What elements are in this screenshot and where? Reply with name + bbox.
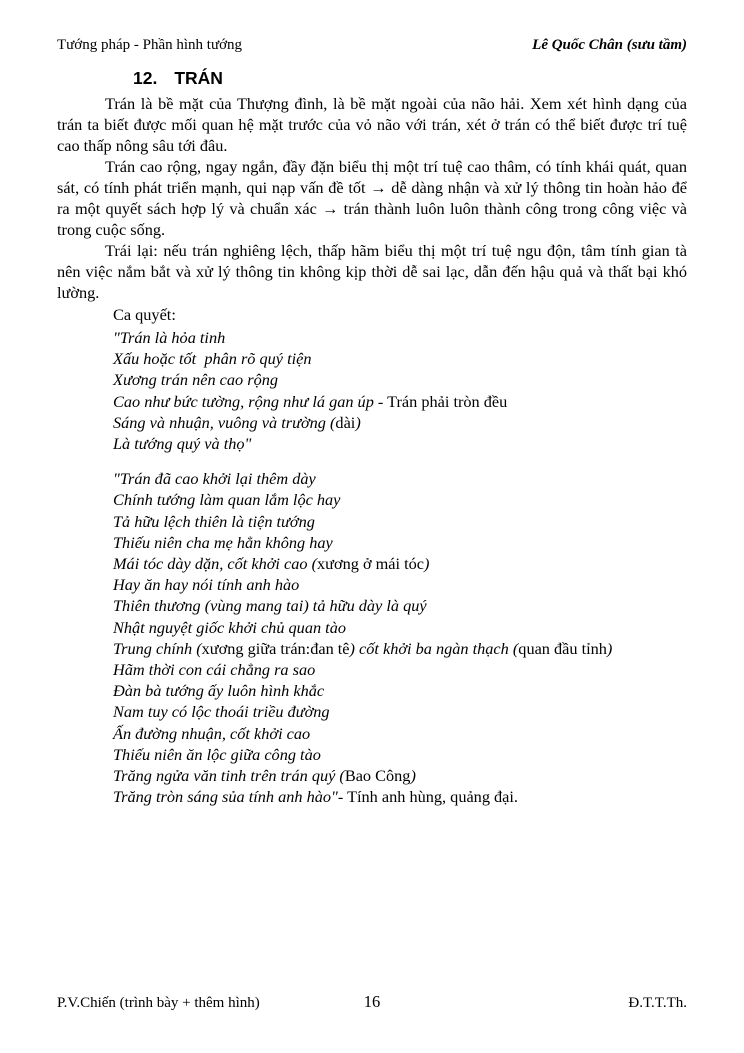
ca-quyet-label: Ca quyết:	[113, 305, 176, 324]
verse-line: Hay ăn hay nói tính anh hào	[113, 575, 300, 595]
header-left-title: Tướng pháp - Phần hình tướng	[57, 37, 243, 53]
verse-2	[113, 468, 687, 807]
section-title: TRÁN	[174, 68, 223, 88]
paragraph: Trán là bề mặt của Thượng đình, là bề mặt ngoài của não hải. Xem xét hình dạng của trán ta biết được mối quan hệ mặt trước của vỏ não với trán, xét ở trán có thể biết được trí tuệ cao thấp nông sâu tới đâu.	[57, 94, 687, 155]
section-number: 12.	[133, 68, 158, 88]
verse-line: Nam tuy có lộc thoái triều đường	[113, 702, 330, 722]
verse-line: Là tướng quý và thọ"	[113, 434, 252, 454]
verse-line: Cao như bức tường, rộng như lá gan úp - Trán phải tròn đều	[113, 391, 508, 411]
page-header	[57, 36, 687, 55]
verse-line: Thiếu niên cha mẹ hẳn không hay	[113, 532, 333, 552]
verse-line: Đàn bà tướng ấy luôn hình khắc	[113, 681, 325, 701]
footer-right-initials: Đ.T.T.Th.	[628, 995, 687, 1011]
verse-line: Thiếu niên ăn lộc giữa công tào	[113, 744, 321, 764]
verse-line: "Trán đã cao khởi lại thêm dày	[113, 469, 316, 489]
verse-line: Xương trán nên cao rộng	[113, 370, 278, 390]
paragraph: Trái lại: nếu trán nghiêng lệch, thấp hãm biểu thị một trí tuệ ngu độn, tâm tính gian tà nên việc nắm bắt và xử lý thông tin không kịp thời dễ sai lạc, dẫn đến hậu quả và thất bại khó lường.	[57, 241, 687, 302]
verse-line: Tả hữu lệch thiên là tiện tướng	[113, 511, 315, 531]
verse-line: Trăng ngửa văn tinh trên trán quý (Bao Công)	[113, 766, 416, 786]
footer-left-credit: P.V.Chiến (trình bày + thêm hình)	[57, 995, 260, 1011]
paragraph: Trán cao rộng, ngay ngắn, đầy đặn biểu thị một trí tuệ cao thâm, có tính khái quát, quan sát, có tính phát triển mạnh, qui nạp vấn đề tốt → dễ dàng nhận và xử lý thông tin hoàn hảo để ra một quyết sách hợp lý và chuẩn xác → trán thành luôn luôn thành công trong công việc và trong cuộc sống.	[57, 157, 687, 239]
verse-line: Trung chính (xương giữa trán:đan tê) cốt khởi ba ngàn thạch (quan đầu tỉnh)	[113, 638, 613, 658]
verse-line: Thiên thương (vùng mang tai) tả hữu dày là quý	[113, 596, 427, 616]
verse-line: Trăng tròn sáng sủa tính anh hào"- Tính anh hùng, quảng đại.	[113, 787, 518, 807]
page-footer	[57, 992, 687, 1013]
section-heading	[133, 68, 687, 88]
verse-line: Xấu hoặc tốt phân rõ quý tiện	[113, 349, 312, 369]
verse-line: Hãm thời con cái chẳng ra sao	[113, 660, 316, 680]
verse-line: Mái tóc dày dặn, cốt khởi cao (xương ở mái tóc)	[113, 554, 430, 574]
header-right-author: Lê Quốc Chân (sưu tầm)	[532, 37, 687, 53]
verse-1	[113, 327, 687, 454]
verse-line: "Trán là hỏa tinh	[113, 328, 226, 347]
verse-line: Sáng và nhuận, vuông và trường (dài)	[113, 412, 361, 432]
verse-line: Nhật nguyệt giốc khởi chủ quan tào	[113, 617, 346, 637]
page-number: 16	[363, 992, 381, 1011]
verse-line: Chính tướng làm quan lắm lộc hay	[113, 490, 341, 510]
paragraphs	[57, 93, 687, 303]
verse-line: Ấn đường nhuận, cốt khởi cao	[113, 723, 311, 743]
